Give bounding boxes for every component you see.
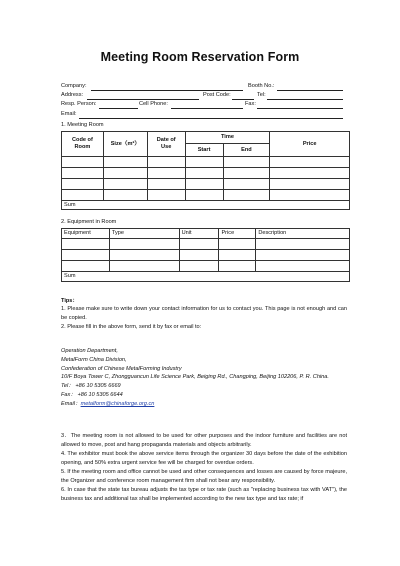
company-field[interactable] xyxy=(91,82,243,91)
contact-line: Confederation of Chinese MetalForming Industry xyxy=(61,365,182,372)
note-4: 4. The exhibitor must book the above service items through the organizer 30 days before the date of the exhibition opening, and 50% extra urgent service fee will be charged for overdue orders. xyxy=(61,451,347,466)
cell-phone-label: Cell Phone: xyxy=(139,101,168,107)
end-header: End xyxy=(223,144,270,157)
equipment-header: Equipment xyxy=(62,229,110,239)
table-row xyxy=(62,190,350,201)
sum-label: Sum xyxy=(62,272,350,282)
tips-heading: Tips： xyxy=(61,298,78,304)
equipment-table xyxy=(61,228,350,282)
fax-label: Fax: xyxy=(245,101,256,107)
resp-person-label: Resp. Person: xyxy=(61,101,97,107)
tel-field[interactable] xyxy=(267,91,343,100)
unit-header: Unit xyxy=(179,229,219,239)
note-3: 3．The meeting room is not allowed to be used for other purposes and the indoor furniture and facilities are not allowed to move, post and hang propaganda materials and objects arbitrarily. xyxy=(61,433,347,448)
contact-line: MetalForm China Division, xyxy=(61,356,127,363)
tip-1: 1. Please make sure to write down your contact information for us to contact you. This page is not enough and can be copied. xyxy=(61,306,347,321)
cell-phone-field[interactable] xyxy=(171,100,243,109)
resp-person-field[interactable] xyxy=(99,100,138,109)
equipment-heading: 2. Equipment in Room xyxy=(61,219,117,225)
fax-field[interactable] xyxy=(257,100,343,109)
contact-tel: Tel： +86 10 5305 6669 xyxy=(61,383,121,390)
meeting-room-heading: 1. Meeting Room xyxy=(61,122,104,128)
price-header: Price xyxy=(219,229,256,239)
table-row xyxy=(62,179,350,190)
tel-label: Tel: xyxy=(257,92,266,98)
contact-email-link[interactable]: metalform@chinaforge.org.cn xyxy=(80,400,155,407)
booth-no-label: Booth No.: xyxy=(248,83,275,89)
email-field[interactable] xyxy=(79,110,343,119)
contact-email-row xyxy=(61,400,347,409)
person-row xyxy=(61,100,343,110)
start-header: Start xyxy=(185,144,223,157)
price-header: Price xyxy=(270,132,350,157)
email-row xyxy=(61,110,343,120)
meeting-room-table xyxy=(61,131,350,210)
size-header: Size（m²） xyxy=(103,132,147,157)
description-header: Description xyxy=(256,229,350,239)
note-5: 5. If the meeting room and office cannot be used and other consequences and losses are caused by force majeure, the Organizer and conference room management firm shall not bear any responsibility. xyxy=(61,469,347,484)
address-field[interactable] xyxy=(87,91,199,100)
note-6: 6. In case that the state tax bureau adjusts the tax type or tax rate (such as "replacing business tax with VAT"), the business tax and additional tax shall be implemented according to the new tax type and tax rate; if xyxy=(61,487,347,502)
code-of-room-header: Code of Room xyxy=(62,132,104,157)
contact-address: 10/F Boya Tower C, Zhongguancun Life Science Park, Beiging Rd., Changping, Beijing 102206, P. R. China. xyxy=(61,374,329,381)
contact-line: Operation Department, xyxy=(61,348,118,354)
table-row xyxy=(62,168,350,179)
table-row xyxy=(62,261,350,272)
booth-no-field[interactable] xyxy=(277,82,343,91)
sum-row xyxy=(62,272,350,282)
tip-2: 2. Please fill in the above form, send it by fax or email to: xyxy=(61,324,202,330)
time-header: Time xyxy=(185,132,270,144)
table-row xyxy=(62,250,350,261)
contact-block xyxy=(61,347,347,409)
post-code-field[interactable] xyxy=(232,91,254,100)
sum-label: Sum xyxy=(62,201,350,210)
table-row xyxy=(62,239,350,250)
type-header: Type xyxy=(109,229,179,239)
contact-fax: Fax： +86 10 5305 6644 xyxy=(61,391,123,398)
date-of-use-header: Date of Use xyxy=(147,132,185,157)
email-label: Email： xyxy=(61,400,81,407)
table-row xyxy=(62,157,350,168)
address-label: Address: xyxy=(61,92,84,98)
email-label: Email: xyxy=(61,111,77,117)
sum-row xyxy=(62,201,350,210)
post-code-label: Post Code: xyxy=(203,92,231,98)
company-label: Company: xyxy=(61,83,87,89)
page-title: Meeting Room Reservation Form xyxy=(100,50,300,64)
